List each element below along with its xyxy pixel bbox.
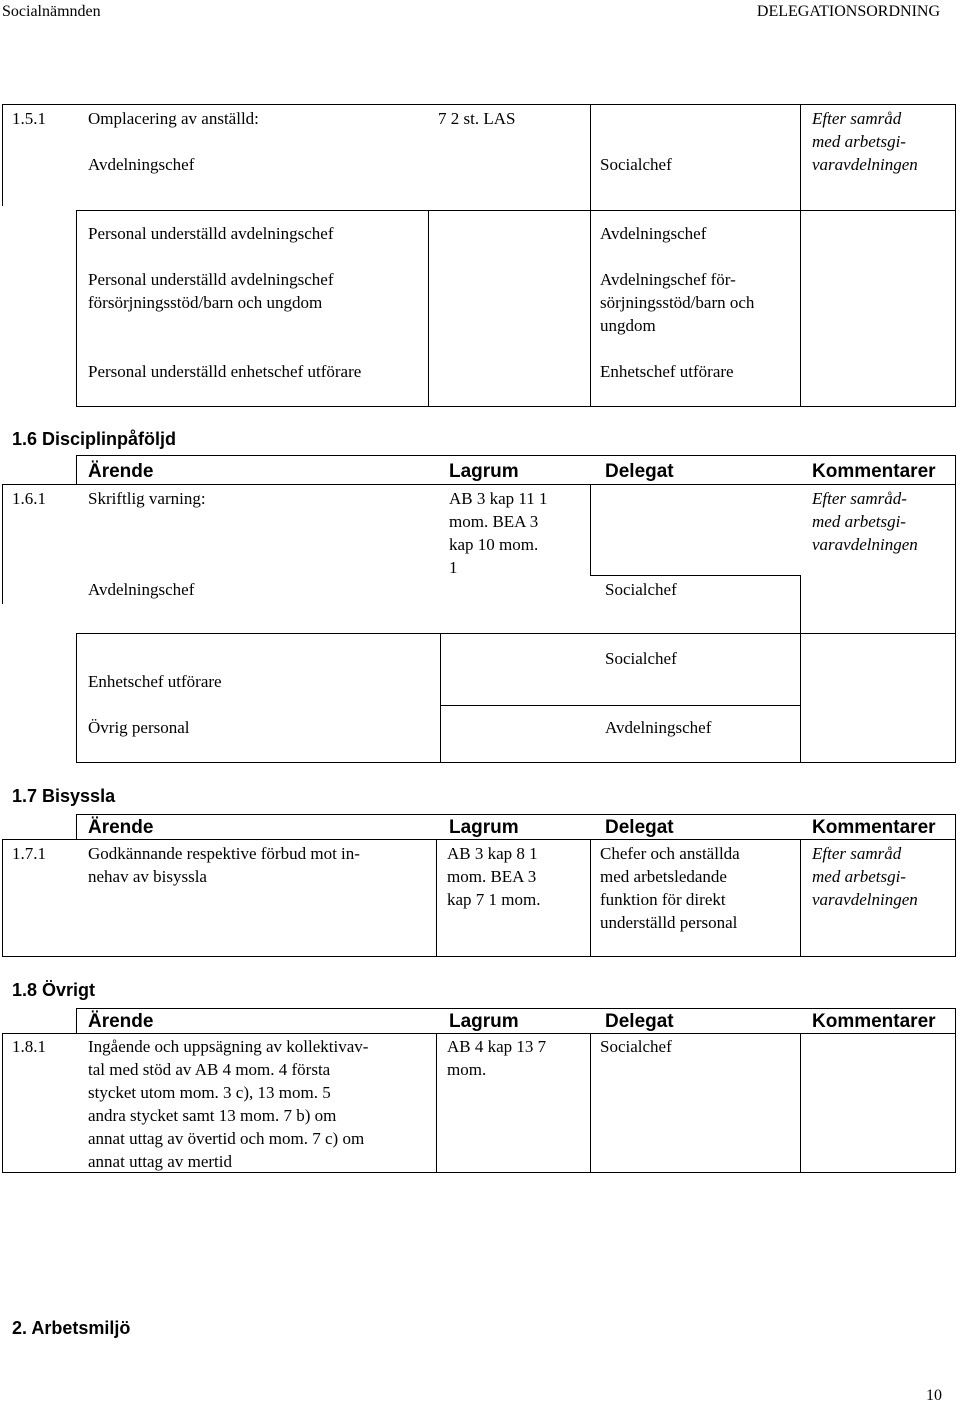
item-number: 1.5.1 bbox=[12, 109, 46, 128]
delegat-text: Socialchef bbox=[605, 580, 677, 599]
header-left: Socialnämnden bbox=[2, 3, 101, 20]
comment-line: varavdelningen bbox=[812, 155, 918, 174]
lagrum-line: AB 4 kap 13 7 bbox=[447, 1037, 547, 1056]
arende-text: Avdelningschef bbox=[88, 580, 195, 599]
item-number: 1.7.1 bbox=[12, 844, 46, 863]
lagrum-line: mom. BEA 3 bbox=[447, 867, 537, 886]
section-heading-1-8: 1.8 Övrigt bbox=[12, 980, 96, 1000]
arende-line: stycket utom mom. 3 c), 13 mom. 5 bbox=[88, 1083, 331, 1102]
item-number: 1.8.1 bbox=[12, 1037, 46, 1056]
col-header-arende: Ärende bbox=[88, 461, 154, 482]
col-header-kommentarer: Kommentarer bbox=[812, 1011, 936, 1032]
delegat-line: underställd personal bbox=[600, 913, 738, 932]
arende-text: Enhetschef utförare bbox=[88, 672, 222, 691]
arende-line: tal med stöd av AB 4 mom. 4 första bbox=[88, 1060, 331, 1079]
header-right: DELEGATIONSORDNING bbox=[756, 3, 940, 20]
section-heading-1-6: 1.6 Disciplinpåföljd bbox=[12, 429, 177, 449]
arende-text: Personal underställd avdelningschef bbox=[88, 270, 334, 289]
lagrum-line: kap 7 1 mom. bbox=[447, 890, 541, 909]
arende-text: Avdelningschef bbox=[88, 155, 195, 174]
delegat-text: ungdom bbox=[600, 316, 656, 335]
delegat-text: Avdelningschef bbox=[605, 718, 712, 737]
item-title: Omplacering av anställd: bbox=[88, 109, 259, 128]
arende-line: Godkännande respektive förbud mot in- bbox=[88, 844, 360, 863]
delegat-line: funktion för direkt bbox=[600, 890, 726, 909]
delegat-line: Chefer och anställda bbox=[600, 844, 740, 863]
delegat-text: Avdelningschef för- bbox=[600, 270, 736, 289]
col-header-arende: Ärende bbox=[88, 817, 154, 838]
item-title: Skriftlig varning: bbox=[88, 489, 206, 508]
col-header-delegat: Delegat bbox=[605, 461, 674, 482]
col-header-lagrum: Lagrum bbox=[449, 461, 519, 482]
comment-line: med arbetsgi- bbox=[812, 867, 906, 886]
page-number: 10 bbox=[926, 1387, 942, 1404]
lagrum-line: mom. BEA 3 bbox=[449, 512, 539, 531]
arende-line: nehav av bisyssla bbox=[88, 867, 207, 886]
arende-text: försörjningsstöd/barn och ungdom bbox=[88, 293, 323, 312]
col-header-kommentarer: Kommentarer bbox=[812, 817, 936, 838]
arende-line: Ingående och uppsägning av kollektivav- bbox=[88, 1037, 369, 1056]
col-header-lagrum: Lagrum bbox=[449, 817, 519, 838]
col-header-delegat: Delegat bbox=[605, 817, 674, 838]
delegat-text: Enhetschef utförare bbox=[600, 362, 734, 381]
item-number: 1.6.1 bbox=[12, 489, 46, 508]
col-header-arende: Ärende bbox=[88, 1011, 154, 1032]
delegat-text: sörjningsstöd/barn och bbox=[600, 293, 755, 312]
col-header-lagrum: Lagrum bbox=[449, 1011, 519, 1032]
comment-line: varavdelningen bbox=[812, 535, 918, 554]
lagrum-line: kap 10 mom. bbox=[449, 535, 539, 554]
lagrum-line: AB 3 kap 8 1 bbox=[447, 844, 538, 863]
lagrum-line: mom. bbox=[447, 1060, 487, 1079]
delegat-text: Avdelningschef bbox=[600, 224, 707, 243]
comment-line: varavdelningen bbox=[812, 890, 918, 909]
comment-line: med arbetsgi- bbox=[812, 132, 906, 151]
arende-text: Övrig personal bbox=[88, 718, 190, 737]
comment-line: Efter samråd bbox=[812, 844, 902, 863]
arende-text: Personal underställd avdelningschef bbox=[88, 224, 334, 243]
lagrum: 7 2 st. LAS bbox=[438, 109, 516, 128]
delegat-text: Socialchef bbox=[605, 649, 677, 668]
lagrum-line: AB 3 kap 11 1 bbox=[449, 489, 548, 508]
comment-line: Efter samråd bbox=[812, 109, 902, 128]
lagrum-line: 1 bbox=[449, 558, 458, 577]
arende-line: annat uttag av övertid och mom. 7 c) om bbox=[88, 1129, 365, 1148]
delegat-text: Socialchef bbox=[600, 155, 672, 174]
col-header-delegat: Delegat bbox=[605, 1011, 674, 1032]
arende-text: Personal underställd enhetschef utförare bbox=[88, 362, 362, 381]
delegat-line: med arbetsledande bbox=[600, 867, 727, 886]
comment-line: med arbetsgi- bbox=[812, 512, 906, 531]
arende-line: annat uttag av mertid bbox=[88, 1152, 232, 1171]
section-heading-2: 2. Arbetsmiljö bbox=[12, 1318, 131, 1338]
arende-line: andra stycket samt 13 mom. 7 b) om bbox=[88, 1106, 337, 1125]
col-header-kommentarer: Kommentarer bbox=[812, 461, 936, 482]
section-heading-1-7: 1.7 Bisyssla bbox=[12, 786, 116, 806]
delegat-text: Socialchef bbox=[600, 1037, 672, 1056]
comment-line: Efter samråd- bbox=[812, 489, 907, 508]
